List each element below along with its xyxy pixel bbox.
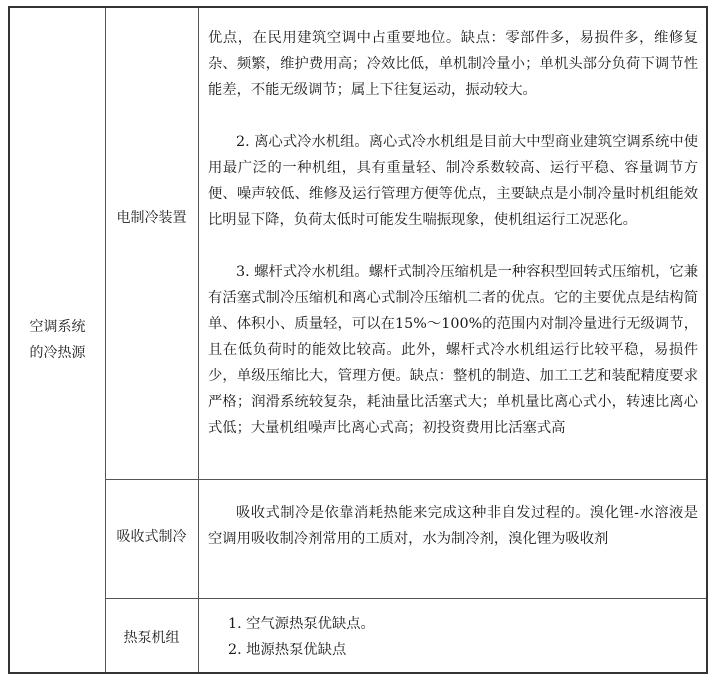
electric-refrigeration-para-2: 2. 离心式冷水机组。离心式冷水机组是目前大中型商业建筑空调系统中使用最广泛的一种机组，具有重量轻、制冷系数较高、运行平稳、容量调节方便、噪声较低、维修及运行管理方便等优点，主要缺点是小制冷量时机组能效比明显下降，负荷太低时可能发生喘振现象，使机组运行工况恶化。 <box>208 134 698 228</box>
row-label-heat-pump: 热泵机组 <box>123 630 180 646</box>
absorption-refrigeration-para: 吸收式制冷是依靠消耗热能来完成这种非自发过程的。溴化锂-水溶液是空调用吸收制冷剂常用的工质对，水为制冷剂，溴化锂为吸收剂 <box>208 505 698 547</box>
row-divider-2 <box>105 598 706 599</box>
row-label-absorption-refrigeration: 吸收式制冷 <box>116 529 187 545</box>
electric-refrigeration-para-3: 3. 螺杆式冷水机组。螺杆式制冷压缩机是一种容积型回转式压缩机，它兼有活塞式制冷压缩机和离心式制冷压缩机二者的优点。它的主要优点是结构简单、体积小、质量轻，可以在15%～100%的范围内对制冷量进行无级调节，且在低负荷时的能效比较高。此外，螺杆式冷水机组运行比较平稳，易损件少，单级压缩比大，管理方便。缺点：整机的制造、加工工艺和装配精度要求严格；润滑系统较复杂，耗油量比活塞式大；单机量比离心式小，转速比离心式低；大量机组噪声比离心式高；初投资费用比活塞式高 <box>208 264 698 436</box>
row-label-electric-refrigeration: 电制冷装置 <box>116 210 187 226</box>
column-divider-1 <box>105 8 106 672</box>
cold-heat-source-table <box>8 6 708 674</box>
row-divider-1 <box>105 479 706 480</box>
heat-pump-item-2: 2. 地源热泵优缺点 <box>228 642 347 658</box>
electric-refrigeration-para-1: 优点，在民用建筑空调中占重要地位。缺点：零部件多，易损件多，维修复杂、频繁，维护费用高；冷效比低，单机制冷量小；单机头部分负荷下调节性能差，不能无级调节；属上下往复运动，振动较大。 <box>208 30 698 98</box>
column-divider-2 <box>198 8 199 672</box>
heat-pump-item-1: 1. 空气源热泵优缺点。 <box>228 616 375 632</box>
category-label: 空调系统 的冷热源 <box>29 319 86 361</box>
